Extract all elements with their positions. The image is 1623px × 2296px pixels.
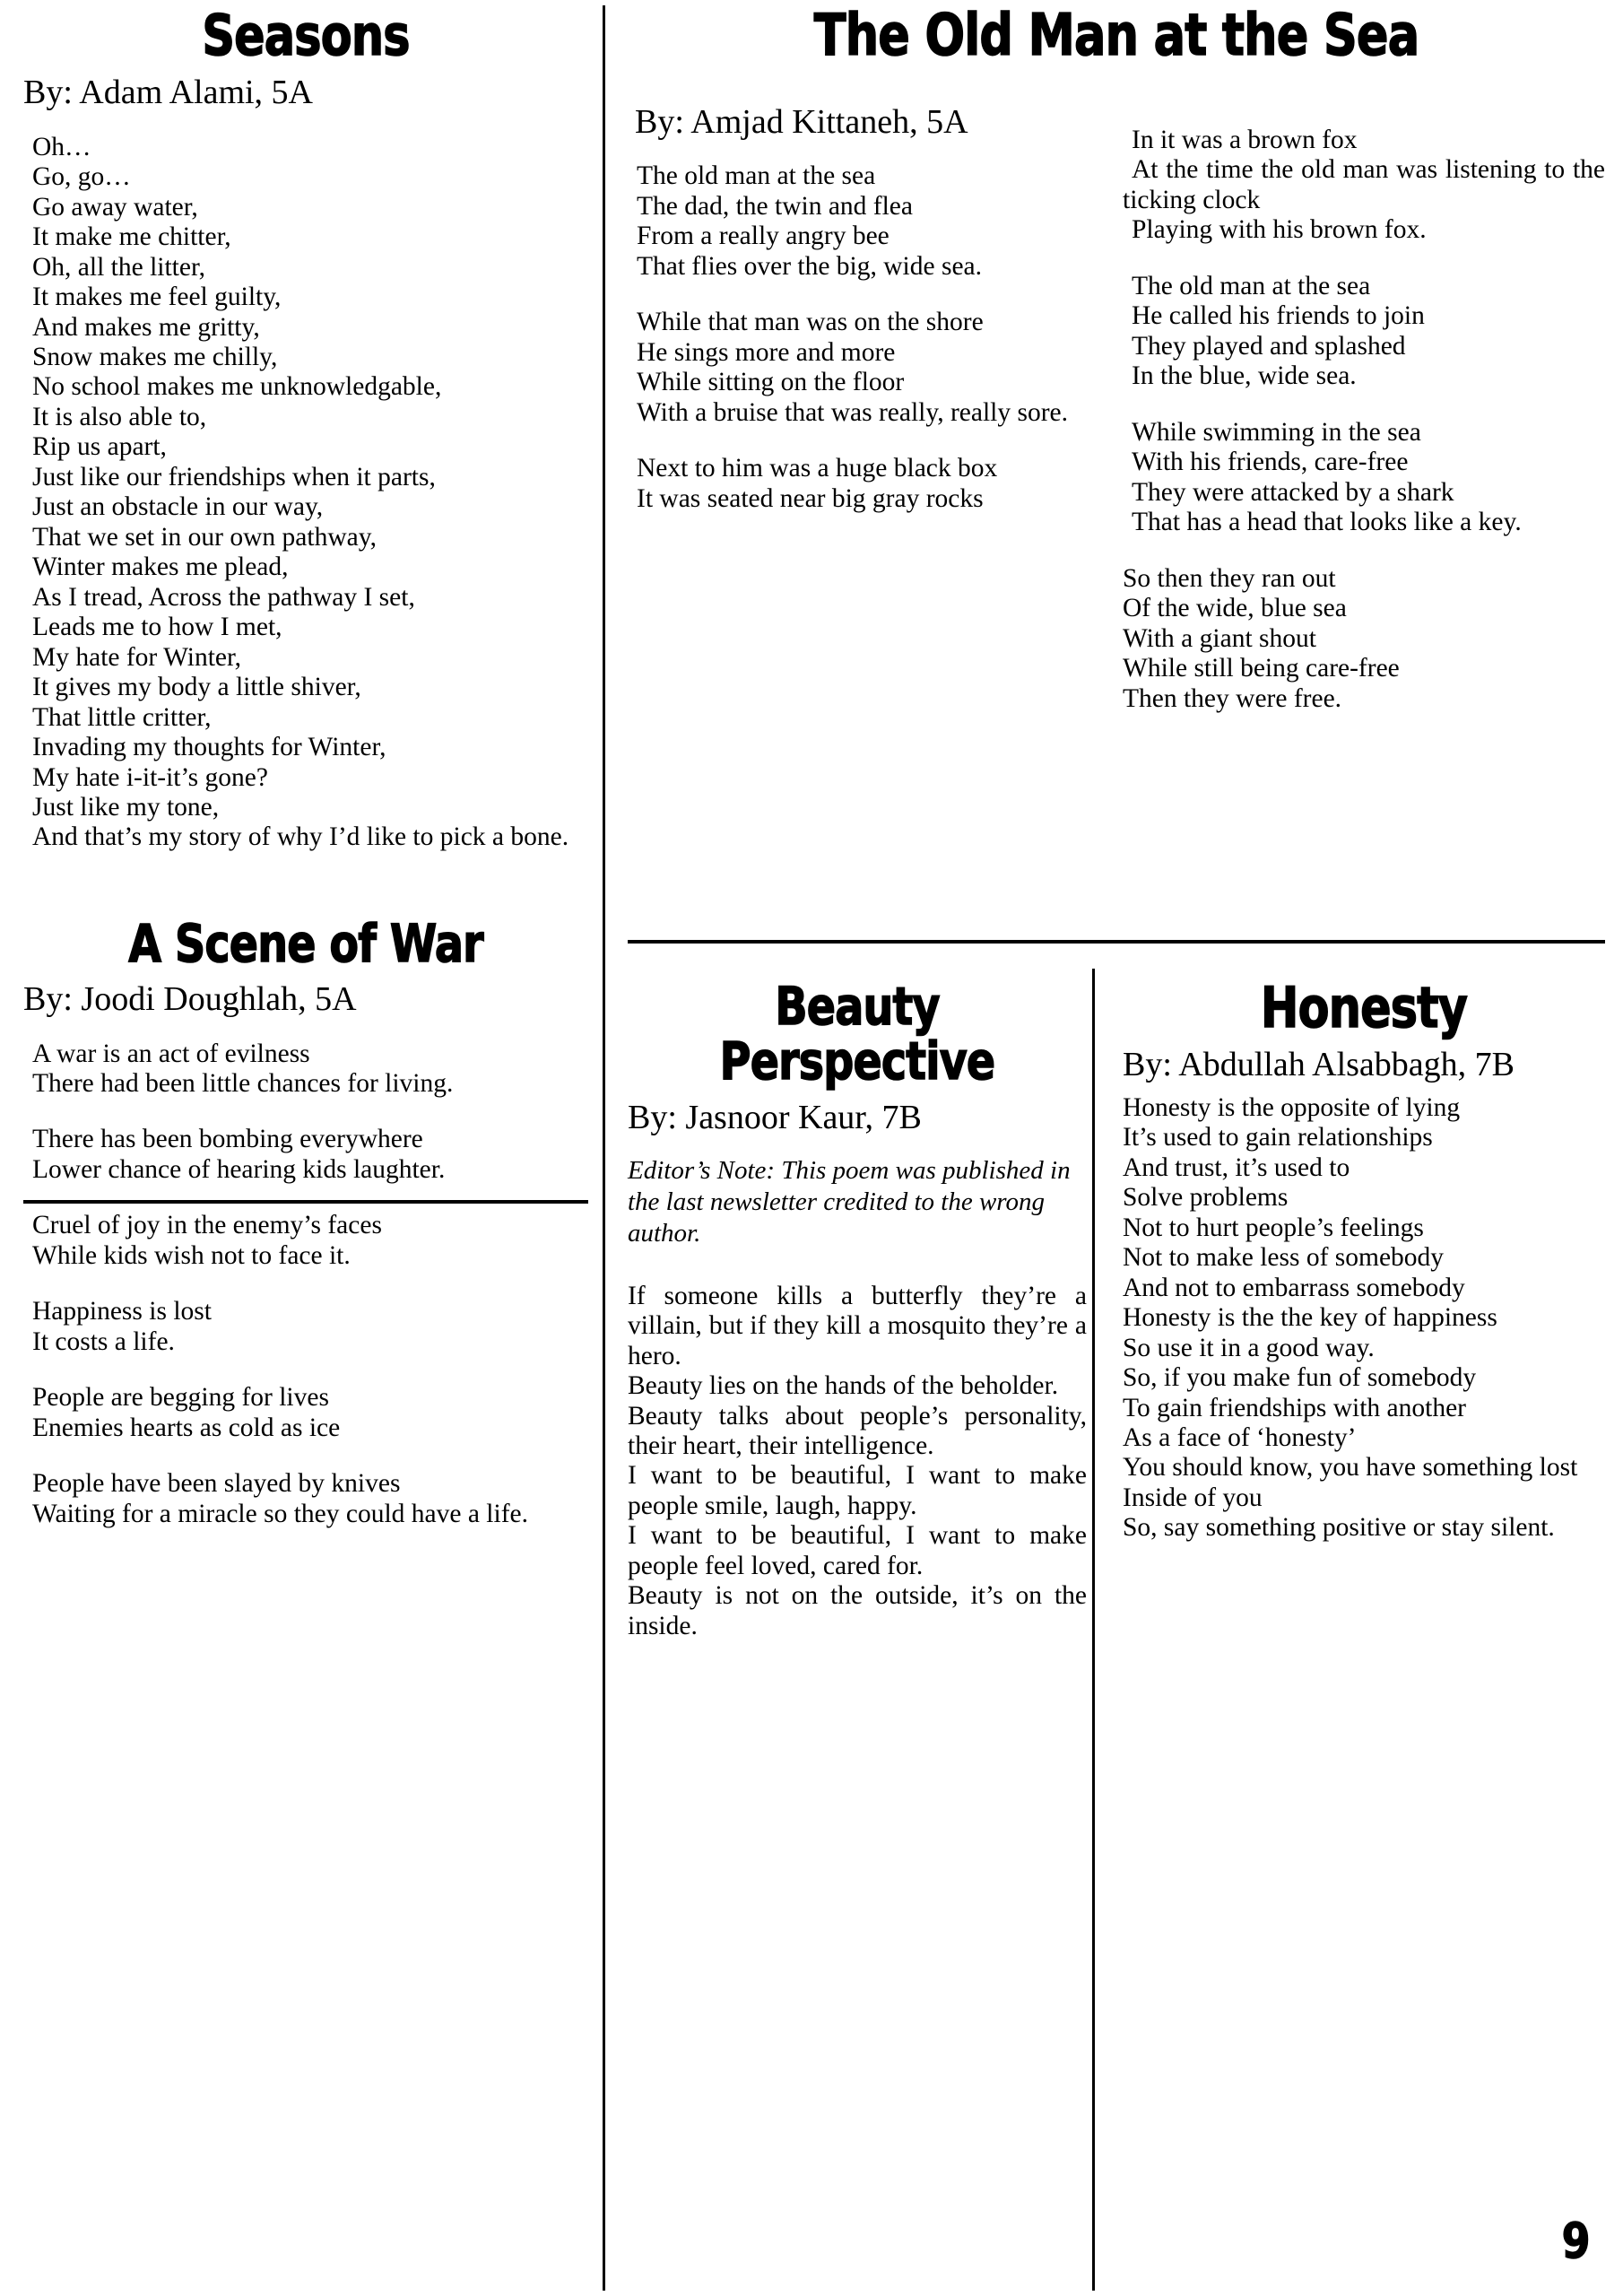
- poem-line: The old man at the sea: [1132, 271, 1371, 300]
- page-title-seasons: Seasons: [202, 3, 410, 68]
- poem-line: No school makes me unknowledgable,: [32, 372, 442, 402]
- poem-line: Beauty lies on the hands of the beholder.: [628, 1371, 1059, 1401]
- stanza-gap: [23, 1443, 588, 1469]
- poem-line: It costs a life.: [32, 1326, 175, 1356]
- poem-line: In it was a brown fox: [1132, 126, 1358, 154]
- poem-line: It was seated near big gray rocks: [637, 483, 984, 513]
- poem-line: While that man was on the shore: [637, 308, 984, 337]
- poem-line: As a face of ‘honesty’: [1123, 1422, 1357, 1452]
- stanza-gap: [1123, 392, 1605, 418]
- poem-line: Just like my tone,: [32, 793, 220, 822]
- poem-line: There has been bombing everywhere: [32, 1125, 423, 1154]
- poem-line: While sitting on the floor: [637, 368, 905, 397]
- poem-line: Just like our friendships when it parts,: [32, 462, 436, 491]
- poem-line: So, if you make fun of somebody: [1123, 1363, 1477, 1393]
- column-right-top: [1123, 126, 1605, 714]
- poem-line: Happiness is lost: [32, 1297, 212, 1326]
- poem-line: I want to be beautiful, I want to make people smile, laugh, happy.: [628, 1461, 1087, 1520]
- stanza-gap: [23, 1099, 588, 1125]
- stanza-gap: [23, 1271, 588, 1297]
- column-right-bottom: [1123, 975, 1605, 1544]
- poem-line: It’s used to gain relationships: [1123, 1123, 1433, 1152]
- poem-line: Snow makes me chilly,: [32, 342, 278, 371]
- poem-line: Invading my thoughts for Winter,: [32, 733, 386, 762]
- editors-note: Editor’s Note: This poem was published in the last newsletter credited to the wrong author.: [628, 1156, 1071, 1248]
- stanza-gap: [1123, 246, 1605, 272]
- poem-line: Go, go…: [32, 162, 131, 192]
- poem-line: He called his friends to join: [1132, 301, 1425, 331]
- column-left: [23, 3, 588, 1529]
- poem-line: He sings more and more: [637, 337, 896, 367]
- poem-line: From a really angry bee: [637, 222, 890, 251]
- column-divider-left: [603, 5, 605, 2291]
- poem-line: If someone kills a butterfly they’re a villain, but if they kill a mosquito they’re a hero.: [628, 1281, 1087, 1370]
- poem-line: So use it in a good way.: [1123, 1333, 1375, 1362]
- poem-line: You should know, you have something lost: [1123, 1453, 1578, 1483]
- poem-line: It is also able to,: [32, 402, 207, 431]
- title-line-1: Beauty: [775, 976, 940, 1037]
- poem-line: Not to hurt people’s feelings: [1123, 1213, 1424, 1242]
- poem-body-beauty-perspective: [628, 1282, 1087, 1642]
- poem-line: My hate for Winter,: [32, 642, 242, 672]
- poem-line: Oh…: [32, 132, 91, 161]
- byline-beauty-perspective: By: Jasnoor Kaur, 7B: [628, 1098, 922, 1136]
- poem-line: In the blue, wide sea.: [1132, 361, 1357, 391]
- stanza-gap: [23, 1357, 588, 1383]
- poem-line: Solve problems: [1123, 1183, 1289, 1213]
- poem-line: And not to embarrass somebody: [1123, 1273, 1465, 1302]
- byline-old-man-at-the-sea: By: Amjad Kittaneh, 5A: [635, 103, 968, 141]
- poem-body-old-man-col2: [1123, 126, 1605, 714]
- article-scene-of-war: [23, 912, 588, 1529]
- poem-line: Leads me to how I met,: [32, 613, 282, 642]
- poem-line: Enemies hearts as cold as ice: [32, 1413, 341, 1442]
- column-middle-top: [628, 93, 1087, 514]
- poem-body-honesty: [1123, 1093, 1605, 1544]
- poem-line: The old man at the sea: [637, 161, 876, 191]
- poem-line: With his friends, care-free: [1132, 448, 1409, 477]
- poem-line: Not to make less of somebody: [1123, 1243, 1445, 1273]
- poem-line: With a bruise that was really, really sore.: [637, 397, 1069, 427]
- poem-line: Beauty is not on the outside, it’s on the inside.: [628, 1581, 1087, 1640]
- poem-line: So then they ran out: [1123, 563, 1336, 593]
- poem-line: Inside of you: [1123, 1483, 1263, 1512]
- section-rule-top-right: [628, 940, 1605, 944]
- poem-line: Playing with his brown fox.: [1132, 215, 1427, 245]
- stanza-gap: [628, 428, 1087, 454]
- stanza-gap: [1123, 538, 1605, 564]
- poem-line: It makes me feel guilty,: [32, 283, 282, 312]
- poem-line: People are begging for lives: [32, 1383, 329, 1413]
- poem-line: So, say something positive or stay silent.: [1123, 1513, 1555, 1543]
- headline-old-man-at-the-sea-wrap: [628, 3, 1605, 69]
- poem-line: Beauty talks about people’s personality, their heart, their intelligence.: [628, 1401, 1087, 1460]
- poem-line: It gives my body a little shiver,: [32, 673, 361, 702]
- poem-line: Honesty is the the key of happiness: [1123, 1303, 1497, 1333]
- page-title-honesty: Honesty: [1260, 975, 1468, 1040]
- poem-line: They were attacked by a shark: [1132, 477, 1454, 507]
- byline-honesty: By: Abdullah Alsabbagh, 7B: [1123, 1046, 1515, 1084]
- poem-line: There had been little chances for living.: [32, 1069, 454, 1099]
- poem-line: Honesty is the opposite of lying: [1123, 1092, 1461, 1122]
- poem-body-scene-of-war: [23, 1039, 588, 1530]
- poem-line: And makes me gritty,: [32, 312, 260, 342]
- poem-line: My hate i-it-it’s gone?: [32, 762, 268, 792]
- page-title-beauty-perspective: [669, 976, 1046, 1091]
- spacer: [23, 853, 588, 918]
- poem-body-seasons: [23, 133, 588, 853]
- poem-body-old-man-col1: [628, 161, 1087, 514]
- poem-line: Winter makes me plead,: [32, 552, 289, 582]
- poem-line: They played and splashed: [1132, 331, 1406, 361]
- poem-line: Rip us apart,: [32, 432, 167, 462]
- poem-line: Then they were free.: [1123, 683, 1342, 713]
- poem-line: I want to be beautiful, I want to make people feel loved, cared for.: [628, 1521, 1087, 1580]
- poem-line: Just an obstacle in our way,: [32, 492, 324, 522]
- poem-line: That we set in our own pathway,: [32, 522, 377, 552]
- poem-line: Go away water,: [32, 192, 198, 222]
- poem-line: It make me chitter,: [32, 222, 231, 252]
- poem-line: People have been slayed by knives: [32, 1469, 401, 1499]
- poem-line: While still being care-free: [1123, 654, 1400, 683]
- byline-seasons: By: Adam Alami, 5A: [23, 74, 313, 112]
- poem-line: A war is an act of evilness: [32, 1039, 310, 1068]
- article-seasons: [23, 3, 588, 853]
- poem-line: With a giant shout: [1123, 623, 1316, 653]
- stanza-gap: [628, 282, 1087, 308]
- poem-line: The dad, the twin and flea: [637, 191, 913, 221]
- poem-line: Cruel of joy in the enemy’s faces: [32, 1211, 382, 1240]
- poem-line: That flies over the big, wide sea.: [637, 251, 983, 281]
- page-title-scene-of-war: A Scene of War: [128, 912, 483, 974]
- poem-line: While kids wish not to face it.: [32, 1240, 351, 1270]
- poem-line: That has a head that looks like a key.: [1132, 508, 1522, 537]
- poem-line: As I tread, Across the pathway I set,: [32, 582, 415, 612]
- column-divider-right: [1092, 969, 1095, 2291]
- poem-line: At the time the old man was listening to the ticking clock: [1123, 155, 1605, 214]
- poem-line: Oh, all the litter,: [32, 252, 205, 282]
- poem-line: Waiting for a miracle so they could have a life.: [32, 1499, 528, 1528]
- title-line-2: Perspective: [719, 1030, 995, 1091]
- page-number: 9: [1562, 2213, 1591, 2269]
- poem-line: And that’s my story of why I’d like to pick a bone.: [32, 822, 569, 852]
- poem-line: To gain friendships with another: [1123, 1393, 1466, 1422]
- column-middle-bottom: [628, 976, 1087, 1641]
- poem-line: And trust, it’s used to: [1123, 1152, 1350, 1182]
- page-title-old-man-at-the-sea: The Old Man at the Sea: [813, 3, 1419, 69]
- poem-line: That little critter,: [32, 702, 212, 732]
- poem-line: Of the wide, blue sea: [1123, 594, 1347, 623]
- byline-scene-of-war: By: Joodi Doughlah, 5A: [23, 980, 357, 1019]
- stanza-gap: [23, 1185, 588, 1211]
- poem-line: Next to him was a huge black box: [637, 454, 998, 483]
- poem-line: While swimming in the sea: [1132, 417, 1421, 447]
- poem-line: Lower chance of hearing kids laughter.: [32, 1154, 446, 1184]
